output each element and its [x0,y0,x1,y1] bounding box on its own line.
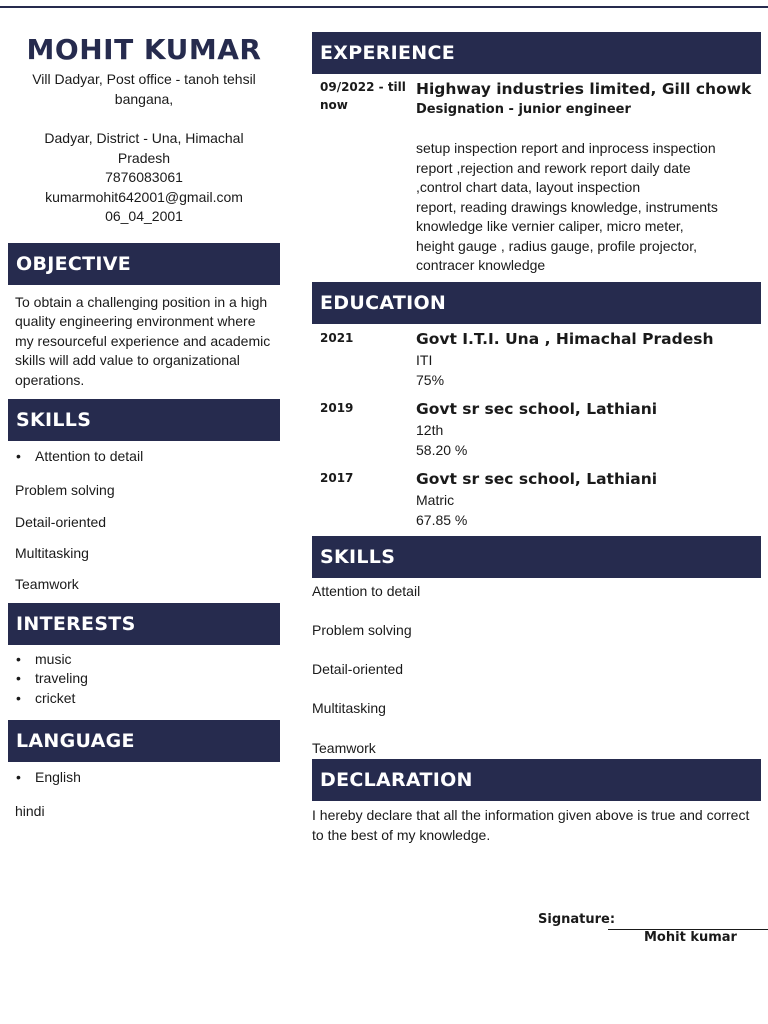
skill-item: Detail-oriented [15,513,107,530]
experience-date [312,78,416,276]
education-school: Govt sr sec school, Lathiani [416,469,658,488]
skills-bullet-list [8,447,280,467]
signature-label: Signature: [538,912,616,927]
education-year: 2019 [320,400,354,415]
education-entry [312,398,761,460]
skills-heading-right: SKILLS [312,536,761,578]
list-item: • cricket [15,689,280,709]
experience-entry [312,78,761,276]
top-border [0,6,768,8]
skill-item: Attention to detail [312,582,421,599]
interests-heading: INTERESTS [8,603,280,645]
skill-item: Teamwork [15,575,79,592]
education-score: 58.20 % [416,441,468,458]
skill-item: Detail-oriented [312,661,404,678]
experience-date-line-2: now [320,98,348,112]
list-item: • English [15,768,280,788]
education-heading: EDUCATION [312,282,761,324]
experience-designation: Designation - junior engineer [416,102,631,117]
language-list [8,768,280,788]
address-line-1: Vill Dadyar, Post office - tanoh tehsil bangana, [32,71,256,107]
education-school: Govt sr sec school, Lathiani [416,399,658,418]
education-course: Matric [416,491,455,508]
objective-heading: OBJECTIVE [8,243,280,285]
list-item: • traveling [15,669,280,689]
education-entry [312,468,761,530]
list-item: • Attention to detail [15,447,280,467]
description-line: contracer knowledge [416,257,546,273]
candidate-name: MOHIT KUMAR [26,33,262,66]
address-line-2: Dadyar, District - Una, Himachal Pradesh [44,130,244,166]
experience-company: Highway industries limited, Gill chowk [416,80,752,98]
education-year: 2017 [320,470,354,485]
education-year: 2021 [320,330,354,345]
language-item: hindi [15,802,45,819]
description-line: report, reading drawings knowledge, instruments [416,198,718,215]
description-line: height gauge , radius gauge, profile projector, [416,237,697,254]
left-column [8,30,280,819]
skills-heading-left: SKILLS [8,399,280,441]
objective-text: To obtain a challenging position in a high quality engineering environment where my resourceful experience and academic skills will add value to organizational operations. [15,293,271,388]
description-line: setup inspection report and inprocess inspection [416,140,716,156]
experience-heading: EXPERIENCE [312,32,761,74]
email-address: kumarmohit642001@gmail.com [45,188,243,205]
declaration-text: I hereby declare that all the information given above is true and correct to the best of my knowledge. [312,806,750,843]
education-score: 75% [416,371,445,388]
phone-number: 7876083061 [105,169,183,185]
description-line: ,control chart data, layout inspection [416,179,641,195]
education-entry [312,328,761,390]
skill-item: Multitasking [15,544,89,561]
language-heading: LANGUAGE [8,720,280,762]
date-of-birth: 06_04_2001 [105,208,183,224]
skills-list-right [312,582,761,761]
skill-item: Problem solving [15,481,115,498]
education-course: ITI [416,351,433,368]
education-score: 67.85 % [416,511,468,528]
description-line: knowledge like vernier caliper, micro meter, [416,218,684,234]
education-course: 12th [416,421,444,438]
description-line: report ,rejection and rework report daily date [416,159,691,176]
skill-item: Problem solving [312,621,412,638]
education-school: Govt I.T.I. Una , Himachal Pradesh [416,329,714,348]
right-column [312,32,761,845]
experience-date-line-1: 09/2022 - till [320,80,406,94]
experience-details [416,78,761,276]
skill-item: Multitasking [312,700,386,717]
experience-description [416,139,761,276]
skill-item: Teamwork [312,739,376,756]
list-item: • music [15,650,280,670]
signature-name: Mohit kumar [644,930,737,945]
contact-block [8,70,280,227]
declaration-heading: DECLARATION [312,759,761,801]
interests-list [8,650,280,709]
